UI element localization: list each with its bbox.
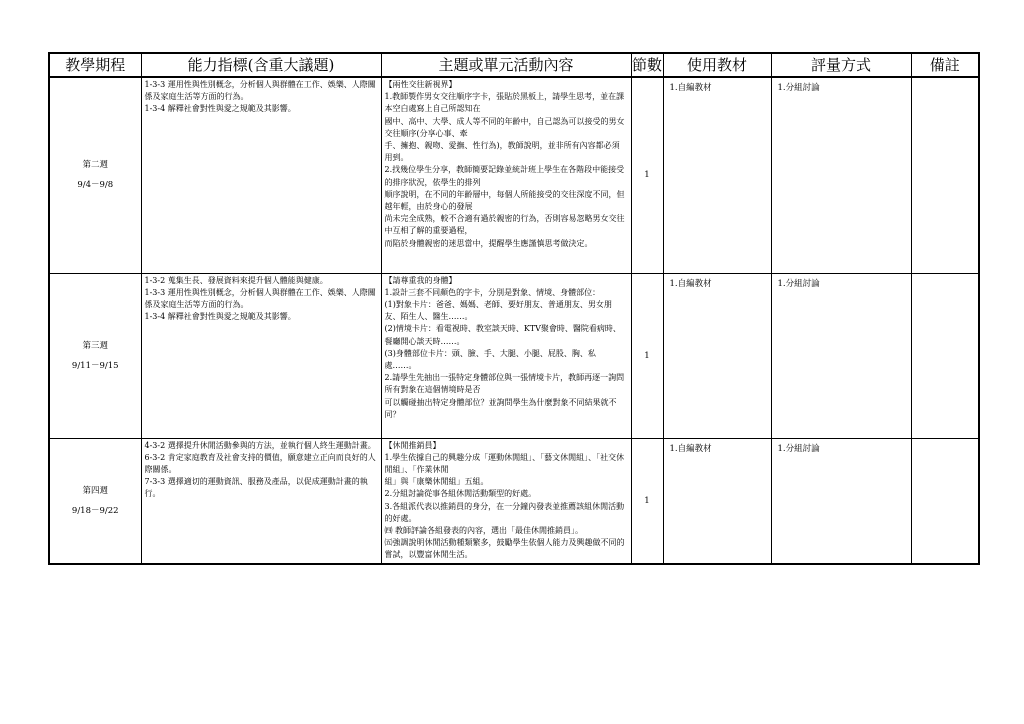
content-cell xyxy=(381,273,631,438)
materials-cell: 1.自編教材 xyxy=(663,273,771,438)
materials-cell: 1.自編教材 xyxy=(663,77,771,273)
header-content: 主題或單元活動內容 xyxy=(381,53,631,77)
week-label: 第四週 xyxy=(82,485,108,496)
content-line: 可以觸碰抽出特定身體部位？並詢問學生為什麼對象不同結果就不同？ xyxy=(384,397,617,419)
assessment-cell: 1.分組討論 xyxy=(771,77,911,273)
content-line: 尚未完全成熟，較不合適有過於親密的行為，否則容易忽略男女交往中互相了解的重要過程， xyxy=(384,214,625,236)
content-line: 3.各組派代表以推銷員的身分，在一分鐘內發表並推薦該組休閒活動的好處。 xyxy=(384,501,625,523)
indicator-item: 1-3-2 蒐集生長、發展資料來提升個人體能與健康。 xyxy=(144,275,328,285)
sessions-cell: 1 xyxy=(631,77,663,273)
content-line: ㈤強調說明休閒活動種類繁多，鼓勵學生依個人能力及興趣做不同的嘗試，以豐富休閒生活。 xyxy=(384,538,625,560)
content-line: 1.學生依據自己的興趣分成「運動休閒組」、「藝文休閒組」、「社交休閒組」、「作業休閒 xyxy=(384,452,625,474)
header-sessions: 節數 xyxy=(631,53,663,77)
content-line: 2.請學生先抽出一張特定身體部位與一張情境卡片，教師再逐一詢問所有對象在這個情境時是否 xyxy=(384,373,625,395)
content-cell xyxy=(381,438,631,564)
notes-cell xyxy=(911,273,979,438)
notes-cell xyxy=(911,77,979,273)
header-materials: 使用教材 xyxy=(663,53,771,77)
table-row xyxy=(49,438,979,564)
indicators-cell xyxy=(141,273,381,438)
indicator-item: 1-3-3 運用性與性別概念，分析個人與群體在工作、娛樂、人際關係及家庭生活等方面的行為。 xyxy=(144,287,376,309)
sessions-cell: 1 xyxy=(631,438,663,564)
content-line: (3)身體部位卡片：頭、臉、手、大腿、小腿、屁股、胸、私處……。 xyxy=(384,348,596,370)
content-cell xyxy=(381,77,631,273)
indicator-item: 6-3-2 肯定家庭教育及社會支持的價值，願意建立正向而良好的人際關係。 xyxy=(144,452,376,474)
indicator-item: 7-3-3 選擇適切的運動資訊、服務及產品，以促成運動計畫的執行。 xyxy=(144,477,368,499)
indicators-cell xyxy=(141,77,381,273)
header-assessment: 評量方式 xyxy=(771,53,911,77)
content-line: 1.教師製作男女交往順序字卡，張貼於黑板上，請學生思考，並在課本空白處寫上自己所認知在 xyxy=(384,92,625,114)
content-line: 國中、高中、大學、成人等不同的年齡中，自己認為可以接受的男女交往順序(分享心事、牽 xyxy=(384,116,625,138)
indicator-item: 1-3-3 運用性與性別概念，分析個人與群體在工作、娛樂、人際關係及家庭生活等方面的行為。 xyxy=(144,80,376,102)
date-range: 9/18－9/22 xyxy=(71,505,119,516)
period-cell xyxy=(49,273,141,438)
date-range: 9/11－9/15 xyxy=(71,360,119,371)
indicator-item: 4-3-2 選擇提升休閒活動參與的方法，並執行個人終生運動計畫。 xyxy=(144,440,376,450)
content-line: 2.分組討論從事各組休閒活動類型的好處。 xyxy=(384,489,537,499)
table-row xyxy=(49,273,979,438)
lesson-plan-table xyxy=(48,52,980,565)
header-indicators: 能力指標(含重大議題) xyxy=(141,53,381,77)
header-notes: 備註 xyxy=(911,53,979,77)
content-line: 組」與「康樂休閒組」五組。 xyxy=(384,477,489,487)
content-title: 【休閒推銷員】 xyxy=(384,440,441,450)
content-line: 1.設計三套不同顏色的字卡，分別是對象、情境、身體部位： xyxy=(384,287,601,297)
sessions-cell: 1 xyxy=(631,273,663,438)
week-label: 第三週 xyxy=(82,340,108,351)
content-line: 順序說明，在不同的年齡層中，每個人所能接受的交往深度不同，但越年輕，由於身心的發展 xyxy=(384,189,625,212)
content-line: 手、擁抱、親吻、愛撫、性行為)，教師說明，並非所有內容都必須用到。 xyxy=(384,141,620,163)
content-line: (1)對象卡片：爸爸、媽媽、老師、要好朋友、普通朋友、男女朋友、陌生人、醫生……。 xyxy=(384,299,612,322)
content-title: 【請尊重我的身體】 xyxy=(384,275,457,285)
assessment-cell: 1.分組討論 xyxy=(771,273,911,438)
indicator-item: 1-3-4 解釋社會對性與愛之規範及其影響。 xyxy=(144,312,296,322)
indicator-item: 1-3-4 解釋社會對性與愛之規範及其影響。 xyxy=(144,104,296,114)
period-cell xyxy=(49,438,141,564)
header-row xyxy=(49,53,979,77)
date-range: 9/4－9/8 xyxy=(77,180,114,191)
content-line: (2)情境卡片：看電視時、教室談天時、KTV聚會時、醫院看病時、餐廳開心談天時……。 xyxy=(384,324,621,346)
assessment-cell: 1.分組討論 xyxy=(771,438,911,564)
indicators-cell xyxy=(141,438,381,564)
header-period: 教學期程 xyxy=(49,53,141,77)
content-line: 2.找幾位學生分享，教師簡要記錄並統計班上學生在各階段中能接受的排序狀況，依學生的排列 xyxy=(384,165,625,187)
content-title: 【兩性交往新視界】 xyxy=(384,80,457,89)
period-cell xyxy=(49,77,141,273)
notes-cell xyxy=(911,438,979,564)
table-row xyxy=(49,77,979,273)
materials-cell: 1.自編教材 xyxy=(663,438,771,564)
content-line: ㈣ 教師評論各組發表的內容，選出「最佳休閒推銷員」。 xyxy=(384,525,584,535)
content-line: 而陷於身體親密的迷思當中，提醒學生應謹慎思考做決定。 xyxy=(384,238,593,248)
week-label: 第二週 xyxy=(82,160,108,171)
